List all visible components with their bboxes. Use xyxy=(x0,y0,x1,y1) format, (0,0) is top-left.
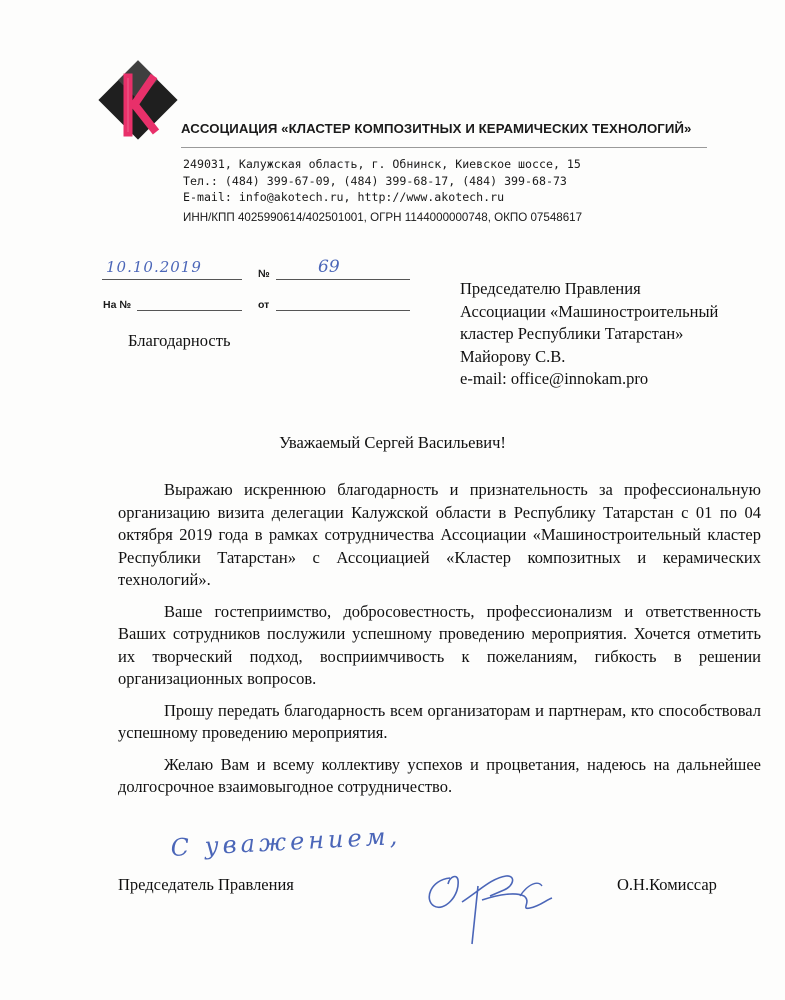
reference-from-line xyxy=(276,310,410,311)
recipient-line: кластер Республики Татарстан» xyxy=(460,324,684,343)
salutation: Уважаемый Сергей Васильевич! xyxy=(279,433,506,452)
handwritten-date: 10.10.2019 xyxy=(106,258,202,276)
recipient-line: Ассоциации «Машиностроительный xyxy=(460,301,719,321)
org-phone: Тел.: (484) 399-67-09, (484) 399-68-17, (484) 399-68-73 xyxy=(183,174,567,188)
number-label: № xyxy=(258,268,270,280)
date-line xyxy=(102,279,242,280)
recipient-line: Председателю Правления xyxy=(460,279,641,298)
organization-name: АССОЦИАЦИЯ «КЛАСТЕР КОМПОЗИТНЫХ И КЕРАМИЧЕСКИХ ТЕХНОЛОГИЙ» xyxy=(181,121,692,136)
handwritten-regards: С уважением, xyxy=(170,821,402,862)
body-paragraph: Выражаю искреннюю благодарность и признательность за профессиональную организацию визита делегации Калужской области в Республику Татарстан с 01 по 04 октября 2019 года в рамках сотрудничества Ассоциации «Машиностроительный кластер Республики Татарстан» с Ассоциацией «Кластер композитных и керамических технологий». xyxy=(118,480,761,589)
recipient-email: e-mail: office@innokam.pro xyxy=(460,369,649,388)
org-address: 249031, Калужская область, г. Обнинск, Киевское шоссе, 15 xyxy=(183,157,581,171)
reference-number-line xyxy=(137,310,242,311)
signature-icon xyxy=(420,866,570,946)
association-logo-icon xyxy=(88,50,188,150)
header-divider xyxy=(181,147,707,148)
signer-name: О.Н.Комиссар xyxy=(617,875,717,894)
recipient-block xyxy=(460,278,718,391)
number-line xyxy=(276,279,410,280)
letter-subject: Благодарность xyxy=(128,331,231,350)
reference-number-label: На № xyxy=(103,299,132,311)
body-paragraph: Ваше гостеприимство, добросовестность, профессионализм и ответственность Ваших сотрудников послужили успешному проведению мероприятия. Хочется отметить их творческий подход, восприимчивость к пожеланиям, гибкость в решении организационных вопросов. xyxy=(118,601,761,688)
body-paragraph: Прошу передать благодарность всем организаторам и партнерам, кто способствовал успешному проведению мероприятия. xyxy=(118,700,761,742)
signer-position: Председатель Правления xyxy=(118,875,294,894)
letter-body xyxy=(118,479,761,808)
recipient-line: Майорову С.В. xyxy=(460,346,566,366)
org-requisites: ИНН/КПП 4025990614/402501001, ОГРН 1144000000748, ОКПО 07548617 xyxy=(183,211,583,224)
handwritten-number: 69 xyxy=(318,257,340,277)
reference-from-label: от xyxy=(258,299,270,311)
org-email-web: E-mail: info@akotech.ru, http://www.akotech.ru xyxy=(183,190,505,204)
body-paragraph: Желаю Вам и всему коллективу успехов и процветания, надеюсь на дальнейшее долгосрочное взаимовыгодное сотрудничество. xyxy=(118,754,761,796)
